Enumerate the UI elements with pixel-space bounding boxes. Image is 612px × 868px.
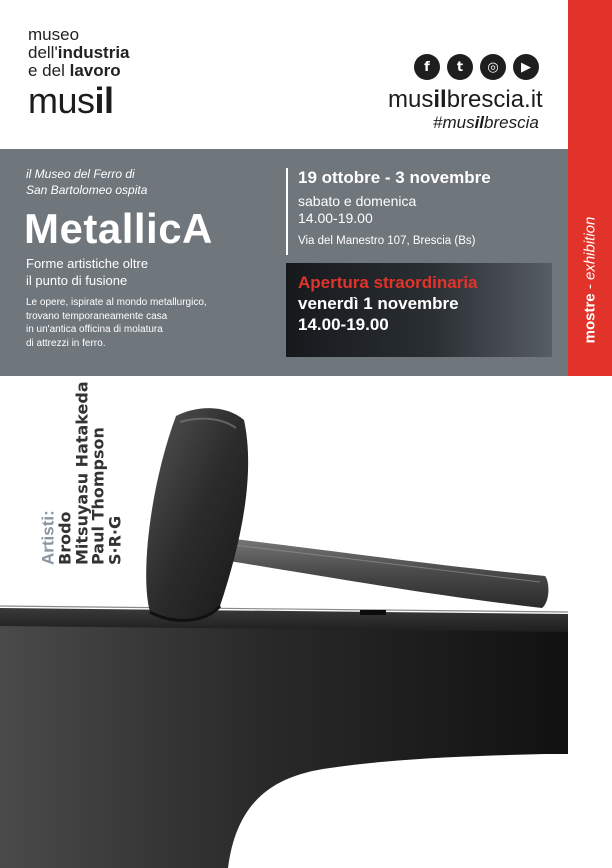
vertical-divider [286, 168, 288, 255]
special-opening-date: venerdì 1 novembre [298, 294, 459, 313]
logo-line-museo: museo [28, 25, 80, 44]
hashtag: #musilbrescia [433, 113, 539, 132]
logo-line-industria: dell'industria [28, 42, 130, 62]
social-icons [414, 54, 539, 80]
event-description: Le opere, ispirate al mondo metallurgico, trovano temporaneamente casa in un'antica officina di molatura di attrezzi in ferro. [26, 297, 207, 349]
logo-line-lavoro: e del lavoro [28, 60, 121, 80]
special-opening-title: Apertura straordinaria [298, 273, 478, 292]
category-sidebar [568, 0, 612, 376]
artists-list [38, 381, 125, 565]
artist-name: Mitsuyasu Hatakeda [72, 381, 92, 565]
special-opening-time: 14.00-19.00 [298, 315, 389, 334]
youtube-icon[interactable]: ▶ [513, 54, 539, 80]
logo-wordmark: musil [28, 79, 114, 121]
artist-name: S·R·G [105, 515, 125, 565]
special-opening-box [286, 263, 552, 357]
category-label: mostre - exhibition [581, 216, 599, 344]
event-title: MetallicA [24, 205, 213, 252]
event-intro: il Museo del Ferro di San Bartolomeo ospita [26, 167, 148, 197]
facebook-icon[interactable]: f [414, 54, 440, 80]
event-address: Via del Manestro 107, Brescia (Bs) [298, 235, 476, 247]
event-opening-days: sabato e domenica 14.00-19.00 [298, 193, 417, 226]
artist-name: Paul Thompson [88, 427, 108, 565]
instagram-icon[interactable]: ◎ [480, 54, 506, 80]
event-subtitle: Forme artistiche oltre il punto di fusione [26, 256, 149, 288]
event-dates: 19 ottobre - 3 novembre [298, 168, 491, 187]
twitter-icon[interactable]: t [447, 54, 473, 80]
artists-label: Artisti: [38, 510, 58, 565]
museum-logo [28, 26, 130, 119]
artist-name: Brodo [55, 511, 75, 565]
website-link[interactable]: musilbrescia.it [388, 86, 543, 113]
